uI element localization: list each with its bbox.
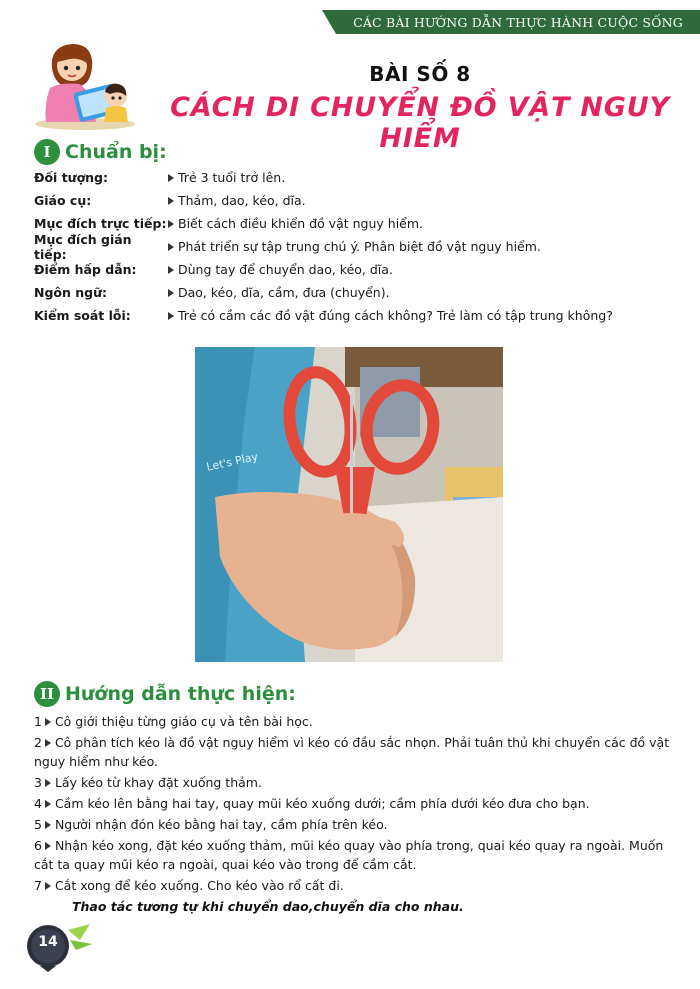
bullet-triangle-icon <box>168 289 174 297</box>
bullet-triangle-icon <box>168 266 174 274</box>
step-number: 7 <box>34 878 42 893</box>
step-item <box>34 733 674 771</box>
bullet-triangle-icon <box>168 220 174 228</box>
bullet-triangle-icon <box>45 779 51 787</box>
series-header <box>336 10 700 34</box>
step-text: Nhận kéo xong, đặt kéo xuống thảm, mũi kéo quay vào phía trong, quai kéo quay ra ngoài. Muốn cắt ta quay mũi kéo ra ngoài, quai kéo vào trong để cầm cắt. <box>34 838 664 872</box>
prep-section-heading <box>34 139 167 165</box>
prep-label: Ngôn ngữ: <box>34 285 107 300</box>
prep-label: Điểm hấp dẫn: <box>34 262 137 277</box>
step-item <box>34 712 674 731</box>
prep-row <box>34 304 674 327</box>
prep-label: Mục đích trực tiếp: <box>34 216 167 231</box>
step-text: Cô giới thiệu từng giáo cụ và tên bài học. <box>54 714 313 729</box>
prep-value: Trẻ có cầm các đồ vật đúng cách không? Trẻ làm có tập trung không? <box>178 308 613 323</box>
instruction-steps <box>34 712 674 897</box>
bullet-triangle-icon <box>45 821 51 829</box>
prep-value: Trẻ 3 tuổi trở lên. <box>178 170 286 185</box>
child-holding-scissors-photo <box>195 347 503 662</box>
bullet-triangle-icon <box>45 718 51 726</box>
prep-value: Phát triển sự tập trung chú ý. Phân biệt đồ vật nguy hiểm. <box>178 239 541 254</box>
prep-row <box>34 281 674 304</box>
bullet-triangle-icon <box>168 197 174 205</box>
prep-label: Mục đích gián tiếp: <box>34 231 132 262</box>
step-item <box>34 773 674 792</box>
closing-note: Thao tác tương tự khi chuyển dao,chuyển dĩa cho nhau. <box>72 899 464 914</box>
lesson-title: CÁCH DI CHUYỂN ĐỒ VẬT NGUY HIỂM <box>170 92 670 154</box>
prep-label: Đối tượng: <box>34 170 109 185</box>
prep-row <box>34 258 674 281</box>
prep-value: Dao, kéo, dĩa, cầm, đưa (chuyển). <box>178 285 390 300</box>
step-number: 5 <box>34 817 42 832</box>
bullet-triangle-icon <box>45 739 51 747</box>
step-text: Cắt xong để kéo xuống. Cho kéo vào rổ cất đi. <box>54 878 344 893</box>
prep-row <box>34 231 674 262</box>
prep-label: Kiểm soát lỗi: <box>34 308 131 323</box>
header-notch <box>322 10 336 34</box>
bullet-triangle-icon <box>168 312 174 320</box>
section-title: Hướng dẫn thực hiện: <box>65 683 296 705</box>
step-number: 2 <box>34 735 42 750</box>
series-title: CÁC BÀI HƯỚNG DẪN THỰC HÀNH CUỘC SỐNG <box>353 14 683 30</box>
step-item <box>34 794 674 813</box>
prep-row <box>34 189 674 212</box>
step-number: 3 <box>34 775 42 790</box>
step-item <box>34 836 674 874</box>
prep-details <box>34 166 674 327</box>
lesson-number: BÀI SỐ 8 <box>369 62 471 86</box>
prep-row <box>34 166 674 189</box>
step-text: Cầm kéo lên bằng hai tay, quay mũi kéo xuống dưới; cầm phía dưới kéo đưa cho bạn. <box>54 796 590 811</box>
step-text: Lấy kéo từ khay đặt xuống thảm. <box>54 775 262 790</box>
tshirt-text: Let's Play <box>205 450 260 474</box>
step-number: 6 <box>34 838 42 853</box>
bullet-triangle-icon <box>45 882 51 890</box>
prep-value: Thảm, dao, kéo, dĩa. <box>178 193 306 208</box>
step-item <box>34 876 674 895</box>
step-text: Cô phân tích kéo là đồ vật nguy hiểm vì kéo có đầu sắc nhọn. Phải tuân thủ khi chuyển các đồ vật nguy hiểm như kéo. <box>34 735 670 769</box>
page-number: 14 <box>38 934 58 950</box>
bullet-triangle-icon <box>45 800 51 808</box>
step-number: 4 <box>34 796 42 811</box>
prep-value: Biết cách điều khiển đồ vật nguy hiểm. <box>178 216 424 231</box>
prep-label: Giáo cụ: <box>34 193 92 208</box>
step-item <box>34 815 674 834</box>
bullet-triangle-icon <box>168 174 174 182</box>
bullet-triangle-icon <box>45 842 51 850</box>
prep-value: Dùng tay để chuyển dao, kéo, dĩa. <box>178 262 393 277</box>
section-numeral: I <box>34 139 60 165</box>
bullet-triangle-icon <box>168 243 174 251</box>
guide-section-heading <box>34 681 296 707</box>
step-number: 1 <box>34 714 42 729</box>
section-title: Chuẩn bị: <box>65 141 167 163</box>
step-text: Người nhận đón kéo bằng hai tay, cầm phía trên kéo. <box>54 817 388 832</box>
section-numeral: II <box>34 681 60 707</box>
girl-reading-illustration <box>30 38 140 130</box>
